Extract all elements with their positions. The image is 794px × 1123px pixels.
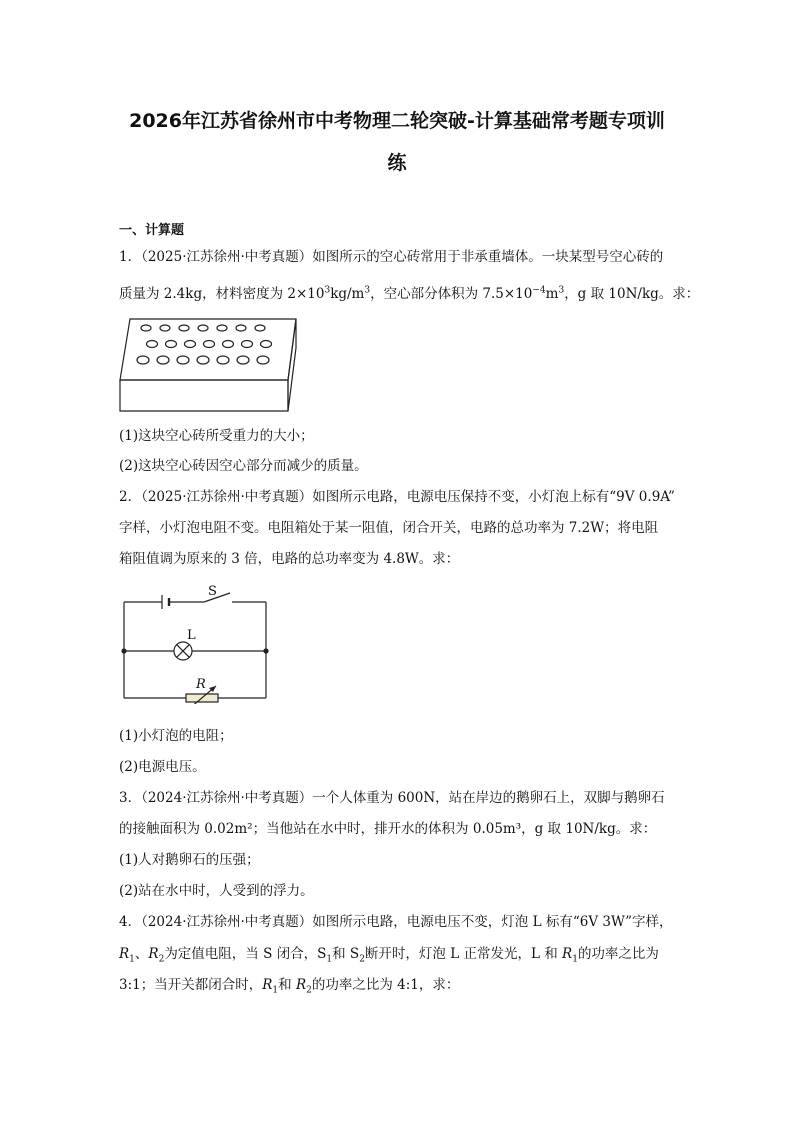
- q4-text-line3: 3:1；当开关都闭合时，$R_1$和 $R_2$的功率之比为 4:1，求：: [119, 977, 460, 996]
- switch-label: S: [208, 584, 217, 599]
- document-title-line1: 2026年江苏省徐州市中考物理二轮突破-计算基础常考题专项训: [129, 110, 665, 132]
- lamp-label: L: [187, 628, 196, 643]
- hollow-brick-figure: [118, 316, 300, 416]
- section-heading: 一、计算题: [119, 223, 185, 238]
- q4-text-line1: 4．（2024·江苏徐州·中考真题）如图所示电路，电源电压不变，灯泡 L 标有“6V 3W”字样，: [119, 914, 673, 930]
- resistor-label: R: [196, 677, 206, 692]
- q1-subquestion-2: (2)这块空心砖因空心部分而减少的质量。: [119, 458, 368, 474]
- q4-text-line2: $R_1$、$R_2$为定值电阻，当 S 闭合，$S_1$和 $S_2$断开时，灯泡 L 正常发光，L 和 $R_1$的功率之比为: [119, 946, 659, 965]
- q2-subquestion-1: (1)小灯泡的电阻；: [119, 728, 233, 744]
- q3-text-line2: 的接触面积为 0.02m²；当他站在水中时，排开水的体积为 0.05m³，g 取 10N/kg。求：: [119, 821, 657, 837]
- q2-text-line2: 字样，小灯泡电阻不变。电阻箱处于某一阻值，闭合开关，电路的总功率为 7.2W；将电阻: [119, 520, 659, 536]
- q3-subquestion-1: (1)人对鹅卵石的压强；: [119, 852, 260, 868]
- q3-subquestion-2: (2)站在水中时，人受到的浮力。: [119, 883, 314, 899]
- q2-subquestion-2: (2)电源电压。: [119, 759, 206, 775]
- document-title-line2: 练: [387, 152, 407, 174]
- q2-text-line3: 箱阻值调为原来的 3 倍，电路的总功率变为 4.8W。求：: [119, 551, 460, 567]
- q1-text-line1: 1．（2025·江苏徐州·中考真题）如图所示的空心砖常用于非承重墙体。一块某型号空心砖的: [119, 249, 664, 265]
- q3-text-line1: 3．（2024·江苏徐州·中考真题）一个人体重为 600N，站在岸边的鹅卵石上，双脚与鹅卵石: [119, 790, 665, 806]
- circuit-diagram-q2: [118, 582, 274, 704]
- q1-text-line2: 质量为 2.4kg，材料密度为 $2\times 10^3kg/m^3$，空心部分体积为 $7.5\times 10^{-4}m^3$，g 取 10N/kg。求：: [119, 285, 700, 302]
- q2-text-line1: 2．（2025·江苏徐州·中考真题）如图所示电路，电源电压保持不变，小灯泡上标有“9V 0.9A”: [119, 489, 675, 505]
- q1-subquestion-1: (1)这块空心砖所受重力的大小；: [119, 428, 314, 444]
